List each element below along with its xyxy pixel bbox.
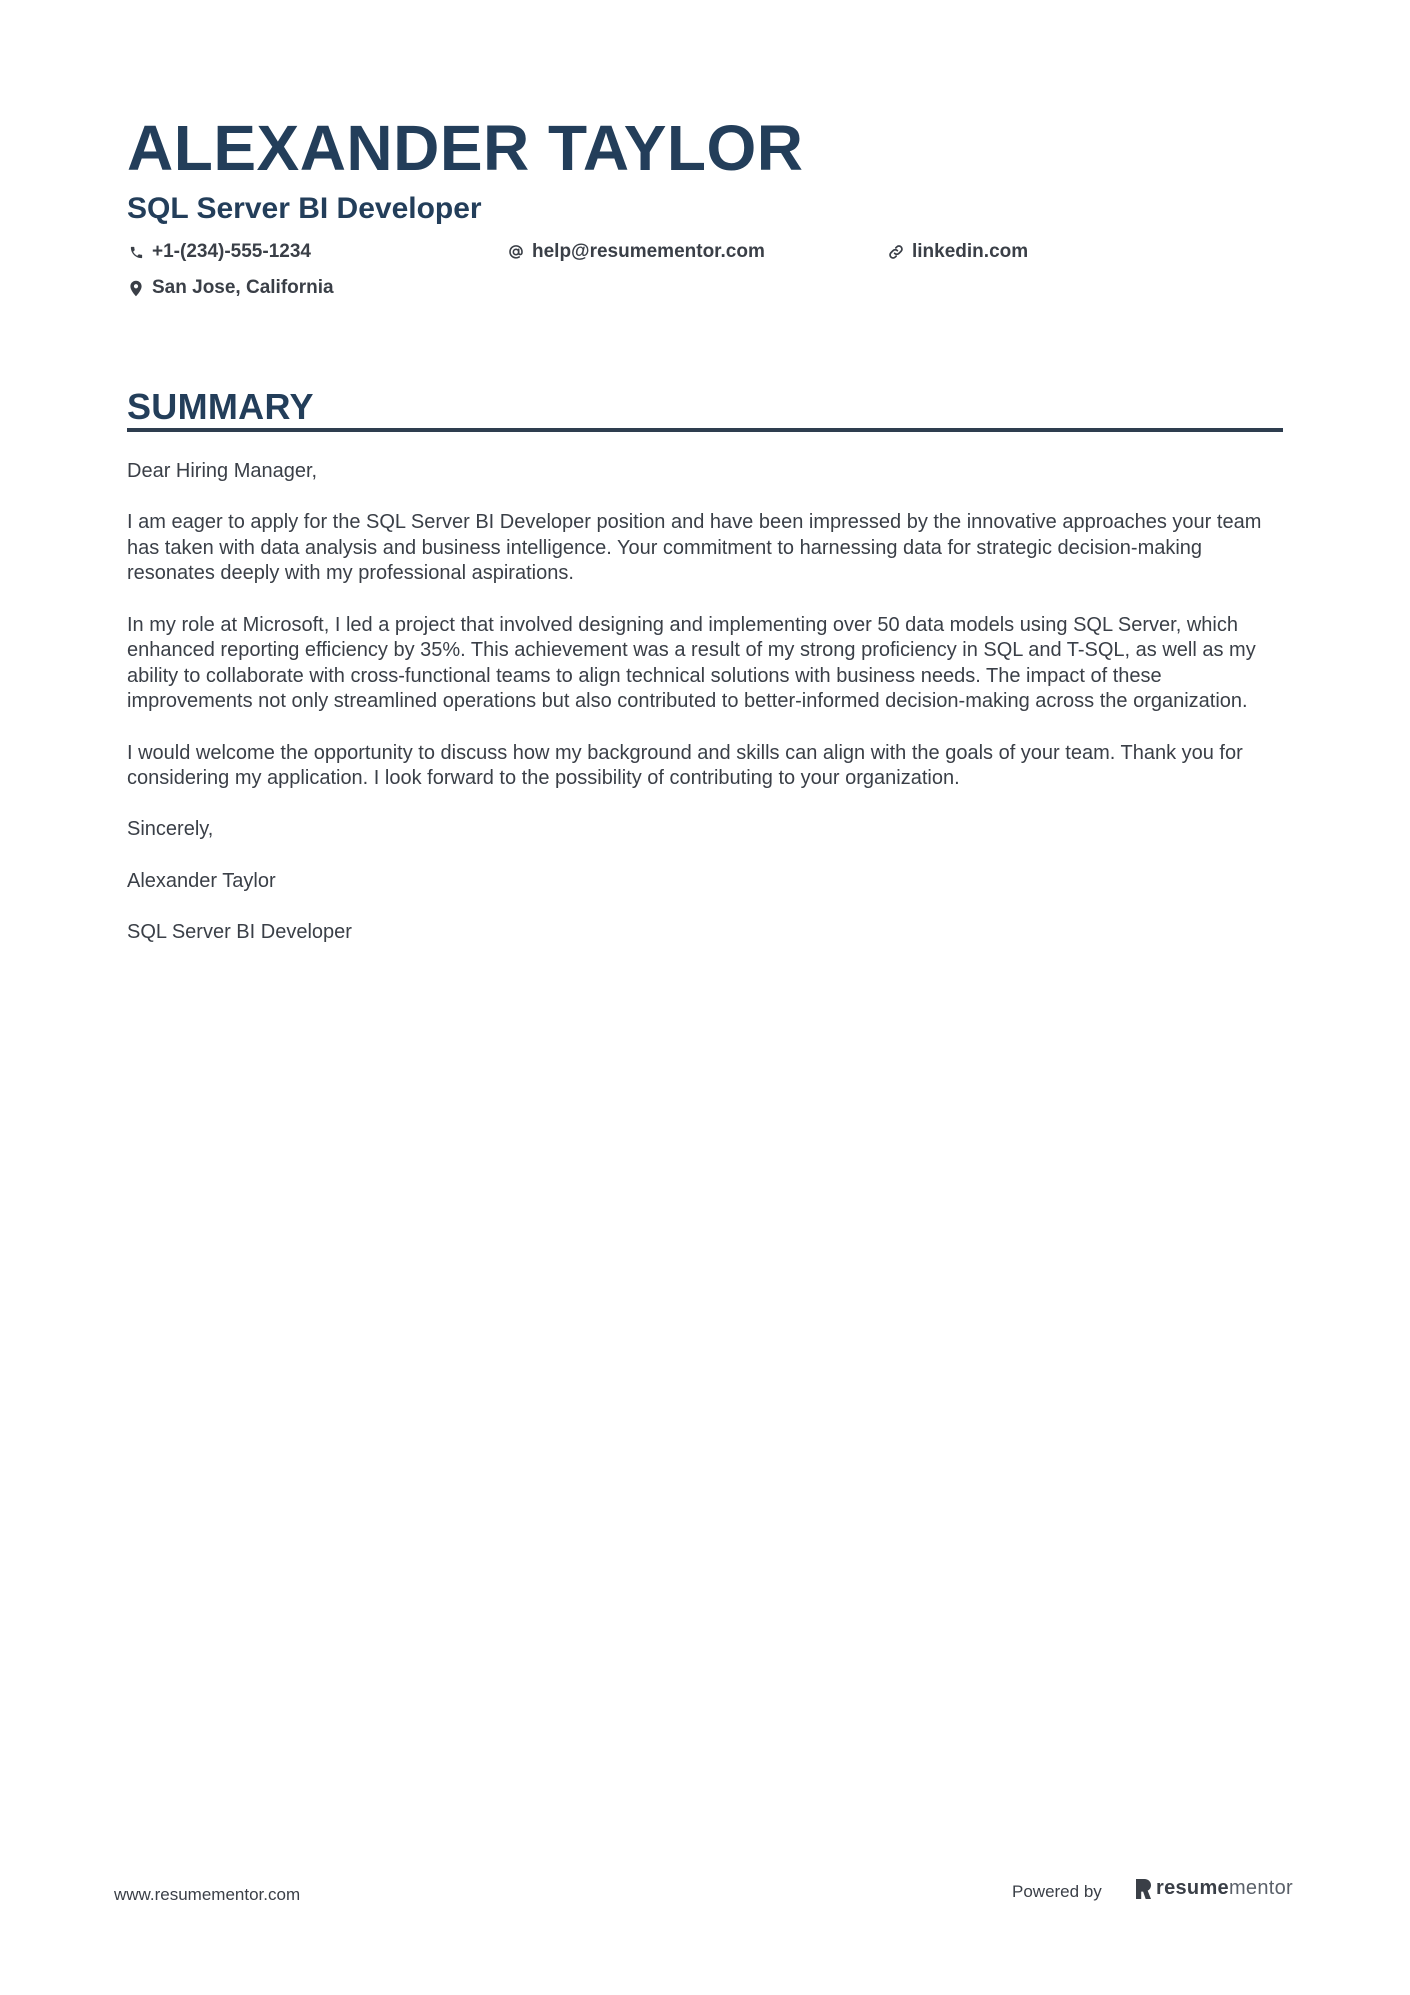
signature-name: Alexander Taylor bbox=[127, 869, 276, 892]
phone-icon bbox=[128, 244, 144, 260]
map-pin-icon bbox=[128, 280, 144, 296]
brand-word-mentor: mentor bbox=[1228, 1877, 1293, 1899]
salutation: Dear Hiring Manager, bbox=[127, 460, 318, 482]
location-text: San Jose, California bbox=[152, 277, 334, 298]
job-title: SQL Server BI Developer bbox=[127, 192, 482, 225]
letter-paragraph: I would welcome the opportunity to discuss how my background and skills can align with the goals of your team. Thank you for considering my application. I look forward to the possibility of contributing to your organization. bbox=[127, 741, 1243, 790]
at-icon bbox=[508, 244, 524, 260]
resumementor-logo[interactable] bbox=[1134, 1877, 1293, 1900]
contact-phone bbox=[128, 240, 311, 264]
letter-paragraph: I am eager to apply for the SQL Server BI Developer position and have been impressed by the innovative approaches your team has taken with data analysis and business intelligence. Your commitment to harnessing data for strategic decision-making resonates deeply with my professional aspirations. bbox=[127, 511, 1262, 585]
section-divider bbox=[127, 428, 1283, 432]
phone-text: +1-(234)-555-1234 bbox=[152, 241, 311, 262]
brand-word-resume: resume bbox=[1156, 1877, 1229, 1899]
signature-title: SQL Server BI Developer bbox=[127, 920, 352, 943]
footer-url[interactable]: www.resumementor.com bbox=[114, 1885, 301, 1904]
contact-location bbox=[128, 276, 334, 300]
candidate-name: ALEXANDER TAYLOR bbox=[127, 112, 804, 184]
resumementor-logo-icon bbox=[1134, 1878, 1152, 1900]
contact-email bbox=[508, 240, 765, 264]
email-text: help@resumementor.com bbox=[532, 241, 765, 262]
contact-website bbox=[888, 240, 1028, 264]
closing: Sincerely, bbox=[127, 818, 214, 841]
summary-heading: SUMMARY bbox=[127, 386, 314, 427]
website-text: linkedin.com bbox=[912, 241, 1029, 262]
link-icon bbox=[888, 244, 904, 260]
powered-by-label: Powered by bbox=[1012, 1882, 1102, 1901]
letter-paragraph: In my role at Microsoft, I led a project that involved designing and implementing over 50 data models using SQL Server, which enhanced reporting efficiency by 35%. This achievement was a result of my strong proficiency in SQL and T-SQL, as well as my ability to collaborate with cross-functional teams to align technical solutions with business needs. The impact of these improvements not only streamlined operations but also contributed to better-informed decision-making across the organization. bbox=[127, 613, 1256, 713]
letter-body bbox=[127, 459, 1287, 971]
